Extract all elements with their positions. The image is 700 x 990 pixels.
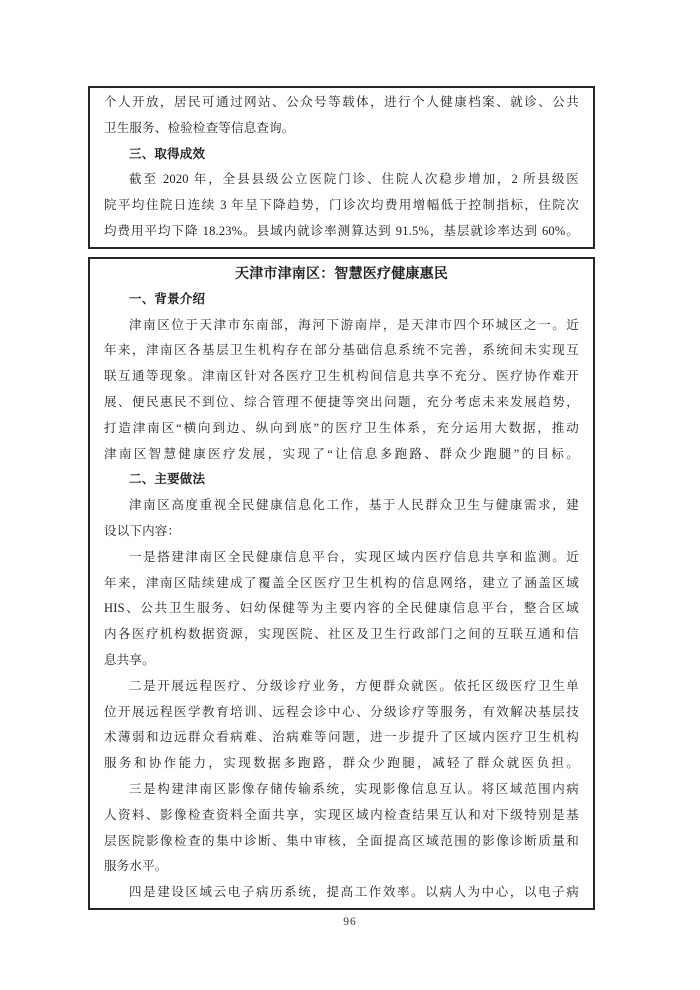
text-line: 服务和协作能力，实现数据多跑路，群众少跑腿，减轻了群众就医负担。 <box>104 756 579 771</box>
case-title: 天津市津南区：智慧医疗健康惠民 <box>235 265 448 281</box>
text-line: 截至 2020 年，全县县级公立医院门诊、住院人次稳步增加，2 所县级医 <box>129 172 579 187</box>
text-line: 津南区位于天津市东南部，海河下游南岸，是天津市四个环城区之一。近 <box>129 317 579 332</box>
text-line: 四是建设区域云电子病历系统，提高工作效率。以病人为中心，以电子病 <box>129 885 579 900</box>
text-line: 术薄弱和边远群众看病难、治病难等问题，进一步提升了区域内医疗卫生机构 <box>104 730 579 745</box>
text-line: 展、便民惠民不到位、综合管理不便捷等突出问题，充分考虑未来发展趋势， <box>104 394 579 409</box>
text-line: 设以下内容： <box>104 523 181 538</box>
text-line: 院平均住院日连续 3 年呈下降趋势，门诊次均费用增幅低于控制指标，住院次 <box>104 198 579 213</box>
text-line: 位开展远程医学教育培训、远程会诊中心、分级诊疗等服务，有效解决基层技 <box>104 704 579 719</box>
text-line: 卫生服务、检验检查等信息查询。 <box>104 120 295 135</box>
section-heading-achievements: 三、取得成效 <box>129 146 206 161</box>
text-line: 三是构建津南区影像存储传输系统，实现影像信息互认。将区域范围内病 <box>129 781 579 796</box>
text-line: 津南区智慧健康医疗发展，实现了“让信息多跑路、群众少跑腿”的目标。 <box>104 446 579 461</box>
text-line: 津南区高度重视全民健康信息化工作，基于人民群众卫生与健康需求，建 <box>129 498 579 513</box>
page-number: 96 <box>343 916 357 928</box>
section-heading-background: 一、背景介绍 <box>129 291 206 306</box>
text-line: 个人开放，居民可通过网站、公众号等载体，进行个人健康档案、就诊、公共 <box>104 95 579 109</box>
case-box-previous <box>88 86 595 249</box>
text-line: 服务水平。 <box>104 859 168 874</box>
text-line: 联互通等现象。津南区针对各医疗卫生机构间信息共享不充分、医疗协作难开 <box>104 369 579 384</box>
text-line: 年来，津南区陆续建成了覆盖全区医疗卫生机构的信息网络，建立了涵盖区域 <box>104 575 579 590</box>
text-line: 一是搭建津南区全民健康信息平台，实现区域内医疗信息共享和监测。近 <box>129 549 579 564</box>
text-line: 二是开展远程医疗、分级诊疗业务，方便群众就医。依托区级医疗卫生单 <box>129 678 579 693</box>
text-line: HIS、公共卫生服务、妇幼保健等为主要内容的全民健康信息平台，整合区域 <box>104 601 579 616</box>
text-line: 均费用平均下降 18.23%。县域内就诊率测算达到 91.5%，基层就诊率达到 60%。 <box>104 223 579 238</box>
text-line: 内各医疗机构数据资源，实现医院、社区及卫生行政部门之间的互联互通和信 <box>104 627 579 642</box>
text-line: 层医院影像检查的集中诊断、集中审核，全面提高区域范围的影像诊断质量和 <box>104 833 579 848</box>
case-box-tianjin-jinnan <box>88 257 595 910</box>
text-line: 人资料、影像检查资料全面共享，实现区域内检查结果互认和对下级特别是基 <box>104 807 579 822</box>
text-line: 息共享。 <box>104 652 155 667</box>
section-heading-main-practices: 二、主要做法 <box>129 472 206 487</box>
text-line: 打造津南区“横向到边、纵向到底”的医疗卫生体系，充分运用大数据，推动 <box>104 420 579 435</box>
text-line: 年来，津南区各基层卫生机构存在部分基础信息系统不完善，系统间未实现互 <box>104 343 579 358</box>
